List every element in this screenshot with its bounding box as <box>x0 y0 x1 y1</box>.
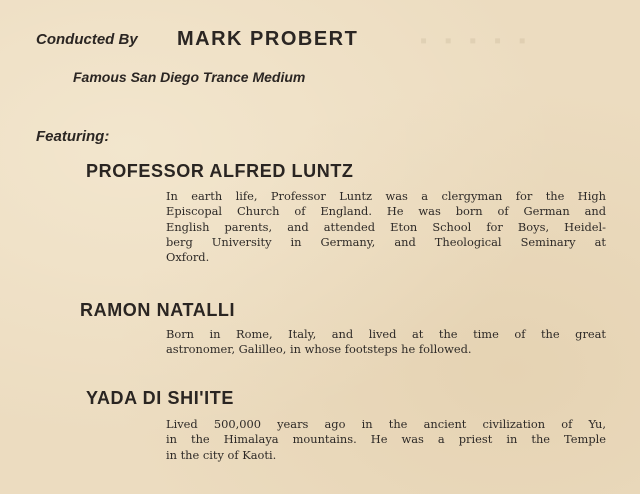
performer-name: RAMON NATALLI <box>80 300 236 320</box>
bio-line: astronomer, Galilleo, in whose footsteps he followed. <box>166 342 472 357</box>
bio-line: Oxford. <box>166 250 210 265</box>
bio-line: Episcopal Church of England. He was born of German and <box>166 204 606 219</box>
bio-line: Lived 500,000 years ago in the ancient civilization of Yu, <box>166 417 606 431</box>
performer-bio <box>166 189 606 265</box>
bio-line: in the city of Kaoti. <box>166 447 277 462</box>
bio-line: English parents, and attended Eton School for Boys, Heidel- <box>166 219 606 234</box>
conductor-subtitle: Famous San Diego Trance Medium <box>73 69 306 85</box>
bio-line: in the Himalaya mountains. He was a priest in the Temple <box>166 432 606 447</box>
bio-line: Born in Rome, Italy, and lived at the time of the great <box>166 327 606 341</box>
featuring-label: Featuring: <box>36 128 110 145</box>
bio-line: In earth life, Professor Luntz was a clergyman for the High <box>166 189 606 203</box>
bleed-through-text: ▪ ▪ ▪ ▪ ▪ <box>420 30 532 52</box>
performer-name: PROFESSOR ALFRED LUNTZ <box>86 161 354 181</box>
performer-bio <box>166 327 606 358</box>
conductor-name: MARK PROBERT <box>177 28 359 50</box>
performer-name: YADA DI SHI'ITE <box>86 388 234 408</box>
bio-line: berg University in Germany, and Theological Seminary at <box>166 234 606 249</box>
conducted-by-label: Conducted By <box>36 31 138 48</box>
performer-bio <box>166 417 606 463</box>
